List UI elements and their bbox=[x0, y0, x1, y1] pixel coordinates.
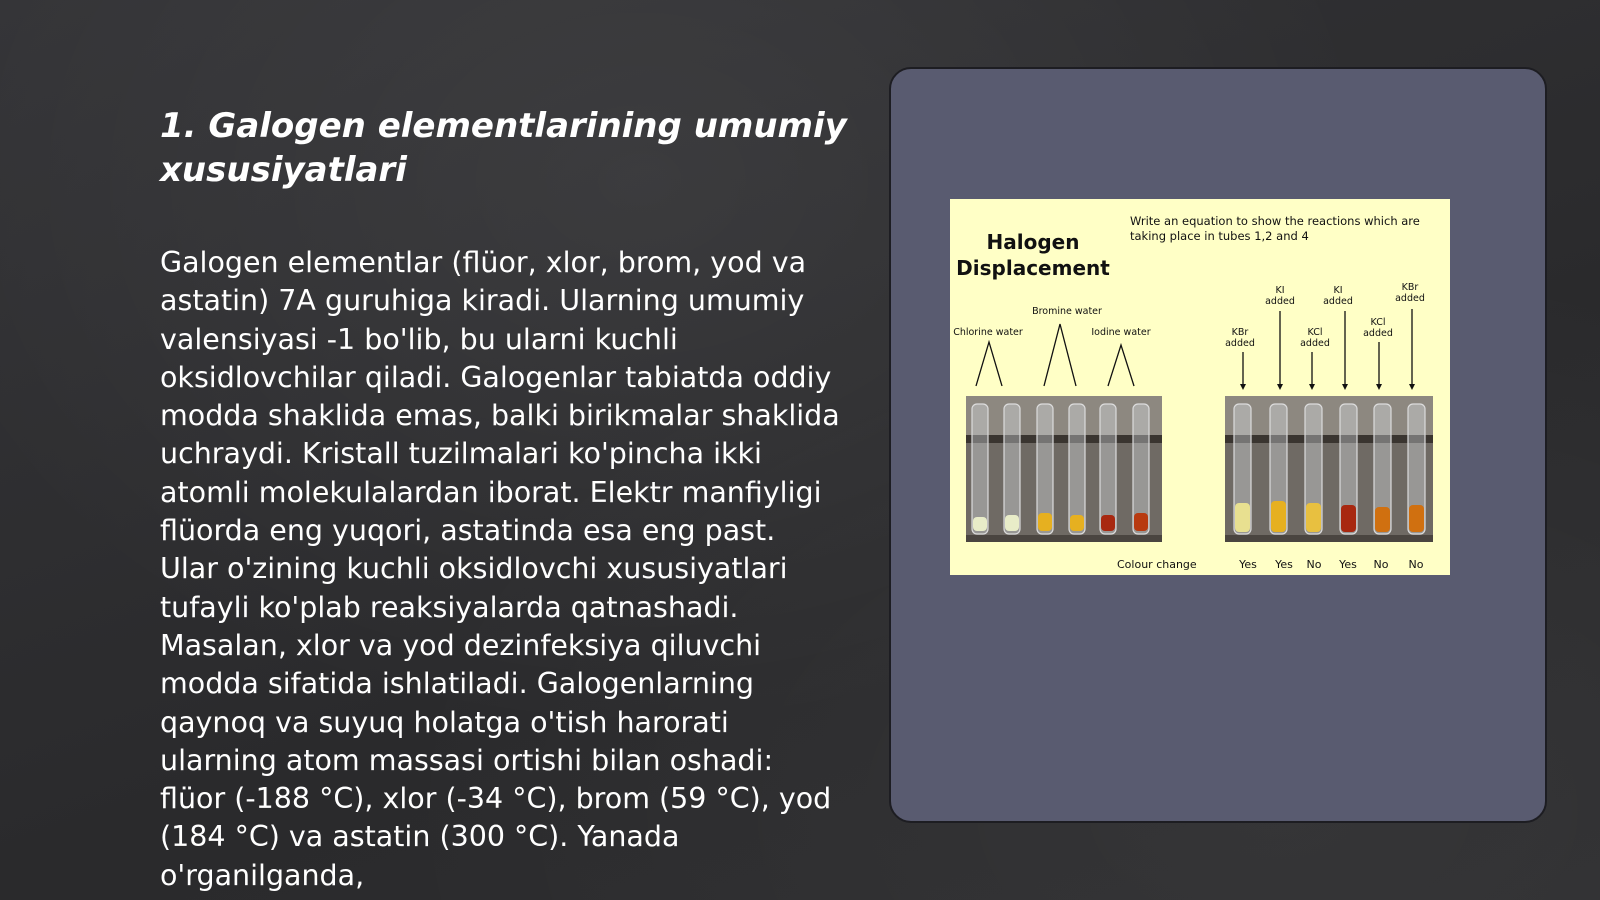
label-tube3-l1: KCl bbox=[1307, 327, 1323, 338]
label-tube6-l2: added bbox=[1395, 293, 1425, 304]
label-bromine-water: Bromine water bbox=[1032, 306, 1102, 317]
slide-body-text: Galogen elementlar (flüor, xlor, brom, yod va astatin) 7A guruhiga kiradi. Ularning umumiy valensiyasi -1 bo'lib, bu ularni kuchli oksidlovchilar qiladi. Galogenlar tabiatda oddiy modda shaklida emas, balki birikmalar shaklida uchraydi. Kristall tuzilmalari ko'pincha ikki atomli molekulalardan iborat. Elektr manfiyligi flüorda eng yuqori, astatinda esa eng past. Ular o'zining kuchli oksidlovchi xususiyatlari tufayli ko'plab reaksiyalarda qatnashadi. Masalan, xlor va yod dezinfeksiya qiluvchi modda sifatida ishlatiladi. Galogenlarning qaynoq va suyuq holatga o'tish harorati ularning atom massasi ortishi bilan oshadi: flüor (-188 °C), xlor (-34 °C), brom (59 °C), yod (184 °C) va astatin (300 °C). Yanada o'rganilganda, bbox=[160, 246, 840, 892]
label-chlorine-water: Chlorine water bbox=[953, 327, 1023, 338]
label-tube6-l1: KBr bbox=[1401, 282, 1419, 293]
result-tube5: No bbox=[1373, 558, 1389, 571]
label-tube4-l2: added bbox=[1323, 296, 1353, 307]
instruction-line1: Write an equation to show the reactions which are bbox=[1130, 214, 1420, 228]
result-tube2: Yes bbox=[1275, 558, 1293, 571]
left-test-tubes-photo bbox=[966, 396, 1162, 542]
label-iodine-water: Iodine water bbox=[1091, 327, 1151, 338]
slide-title: 1. Galogen elementlarining umumiy xususiyatlari bbox=[160, 106, 847, 190]
result-tube1: Yes bbox=[1239, 558, 1257, 571]
instruction-line2: taking place in tubes 1,2 and 4 bbox=[1130, 229, 1309, 243]
figure-title-line2: Displacement bbox=[956, 256, 1110, 280]
result-tube4: Yes bbox=[1339, 558, 1357, 571]
figure-title-line1: Halogen bbox=[986, 230, 1080, 254]
colour-change-label: Colour change bbox=[1117, 558, 1197, 571]
halogen-displacement-figure bbox=[950, 199, 1450, 575]
label-tube2-l2: added bbox=[1265, 296, 1295, 307]
label-tube5-l2: added bbox=[1363, 328, 1393, 339]
result-tube3: No bbox=[1306, 558, 1322, 571]
label-tube4-l1: KI bbox=[1333, 285, 1343, 296]
right-arrowheads bbox=[1240, 384, 1415, 390]
label-tube5-l1: KCl bbox=[1370, 317, 1386, 328]
label-tube1-l1: KBr bbox=[1231, 327, 1249, 338]
label-tube2-l1: KI bbox=[1275, 285, 1285, 296]
label-tube1-l2: added bbox=[1225, 338, 1255, 349]
figure-illustration bbox=[950, 199, 1450, 575]
right-test-tubes-photo bbox=[1225, 396, 1433, 542]
label-tube3-l2: added bbox=[1300, 338, 1330, 349]
result-tube6: No bbox=[1408, 558, 1424, 571]
